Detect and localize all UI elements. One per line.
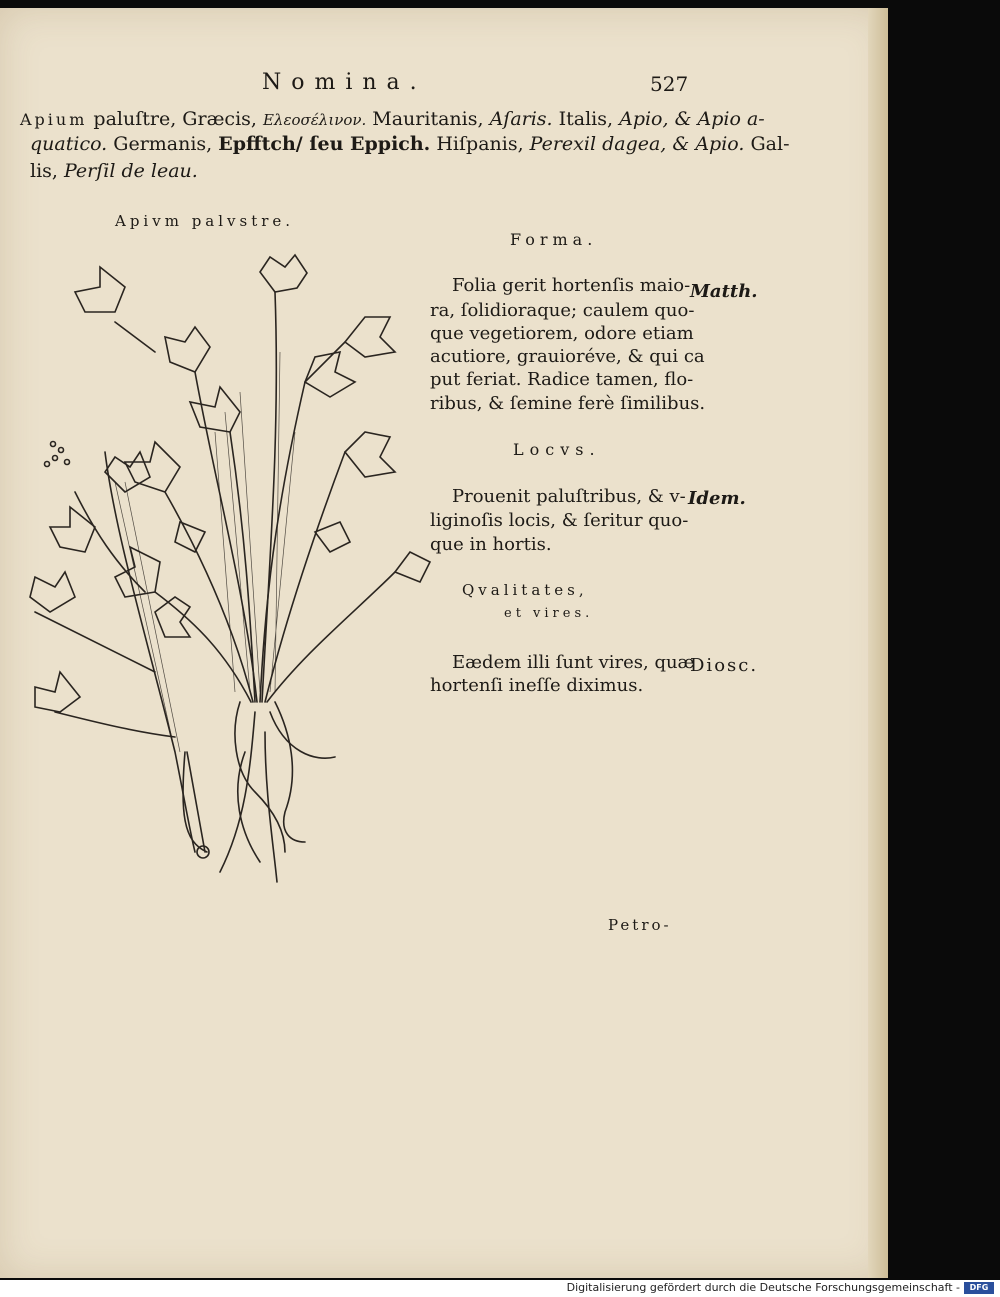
italian-name: Apio, & Apio a-	[619, 108, 765, 130]
figure-caption: Apivm palvstre.	[115, 212, 295, 230]
names-text: paluſtre, Græcis,	[87, 108, 263, 130]
dfg-logo: DFG	[964, 1282, 994, 1294]
page-number: 527	[650, 72, 689, 96]
greek-name: Ελεοσέλινον.	[262, 111, 367, 129]
text-line: hortenſi ineſſe diximus.	[430, 675, 644, 696]
plant-woodcut-illustration	[15, 232, 435, 892]
names-text: Hiſpanis,	[430, 133, 530, 155]
italian-name-cont: quatico.	[30, 133, 108, 155]
footer-text: Digitalisierung gefördert durch die Deutsche Forschungsgemeinschaft -	[566, 1281, 960, 1294]
text-line: Prouenit paluſtribus, & v-	[452, 486, 686, 507]
names-text: Mauritanis,	[366, 108, 490, 130]
german-name: Epfftch/ ſeu Eppich.	[218, 133, 431, 155]
section-heading-vires: et vires.	[504, 606, 594, 621]
text-line: Folia gerit hortenſis maio-	[452, 275, 691, 296]
section-heading-qualitates: Qvalitates,	[462, 581, 588, 599]
names-line-2	[30, 133, 790, 155]
names-line-3	[30, 160, 198, 182]
text-line: que in hortis.	[430, 534, 552, 555]
margin-note-idem: Idem.	[688, 488, 746, 509]
footer-bar	[0, 1280, 1000, 1297]
spanish-name: Perexil dagea, & Apio.	[529, 133, 745, 155]
text-line: ra, ſolidioraque; caulem quo-	[430, 300, 695, 321]
names-text: Gal-	[744, 133, 790, 155]
catchword: Petro-	[608, 916, 672, 934]
names-text: Germanis,	[107, 133, 219, 155]
text-line: acutiore, grauioréve, & qui ca	[430, 346, 705, 367]
mauritanian-name: Aſaris.	[489, 108, 553, 130]
margin-note-diosc: Diosc.	[690, 655, 759, 676]
text-line: put feriat. Radice tamen, flo-	[430, 369, 694, 390]
section-heading-forma: Forma.	[510, 230, 598, 249]
section-heading-locus: Locvs.	[513, 440, 601, 459]
names-lead-word: Apium	[20, 110, 88, 129]
page-edge	[868, 8, 888, 1278]
margin-note-matth: Matth.	[690, 281, 758, 302]
text-line: liginoſis locis, & ſeritur quo-	[430, 510, 689, 531]
page-header-title: Nomina.	[262, 70, 427, 95]
names-line-1	[20, 108, 765, 130]
names-text: lis,	[30, 160, 64, 182]
text-line: ribus, & ſemine ferè ſimilibus.	[430, 393, 706, 414]
text-line: Eædem illi ſunt vires, quæ	[452, 652, 695, 673]
text-line: que vegetiorem, odore etiam	[430, 323, 694, 344]
names-text: Italis,	[552, 108, 620, 130]
french-name: Perſil de leau.	[63, 160, 198, 182]
